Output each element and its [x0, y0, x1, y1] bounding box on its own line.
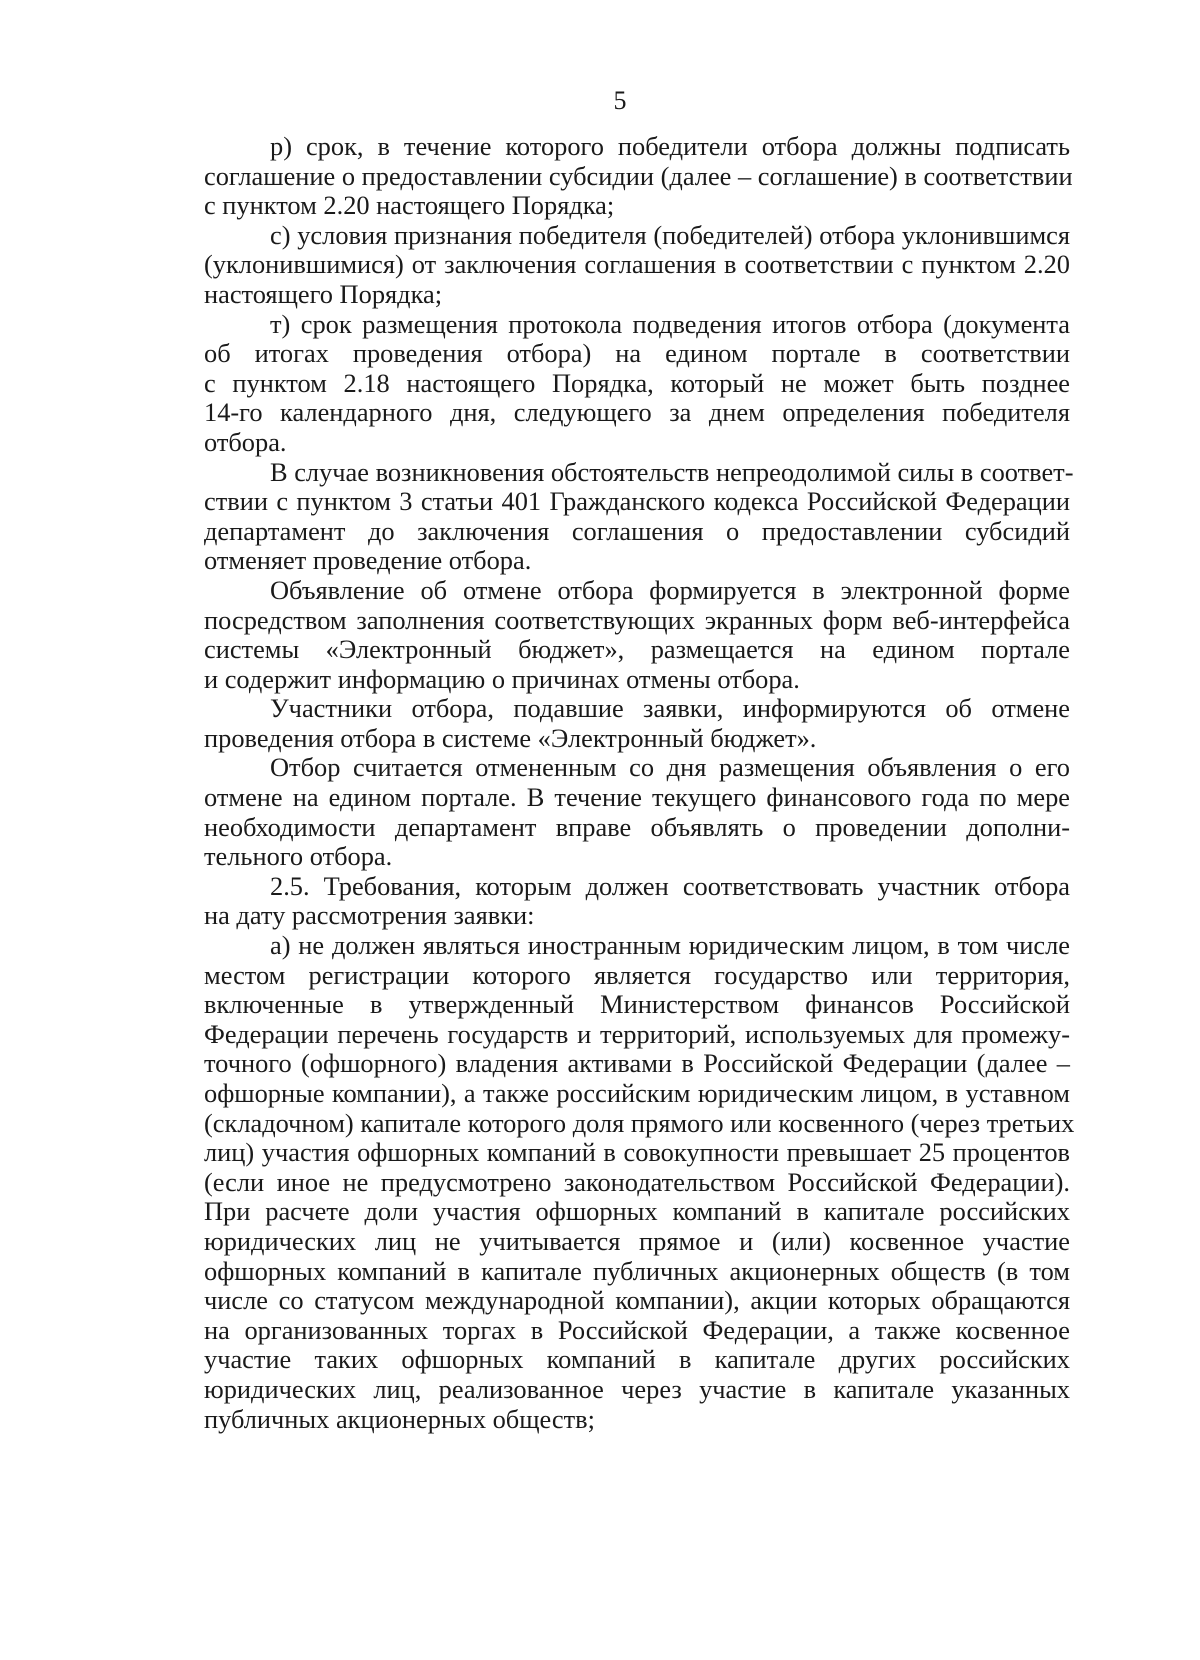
text-line: необходимости департамент вправе объявлять о проведении дополни-: [204, 811, 1070, 842]
text-line: посредством заполнения соответствующих экранных форм веб-интерфейса: [204, 604, 1070, 635]
text-line: публичных акционерных обществ;: [204, 1403, 595, 1434]
text-line: соглашение о предоставлении субсидии (далее – соглашение) в соответствии: [204, 160, 1073, 191]
page-number: 5: [613, 86, 627, 115]
text-line: а) не должен являться иностранным юридическим лицом, в том числе: [270, 930, 1070, 961]
text-line: Участники отбора, подавшие заявки, информируются об отмене: [270, 693, 1070, 724]
text-line: местом регистрации которого является государство или территория,: [204, 959, 1070, 990]
text-line: на дату рассмотрения заявки:: [204, 900, 535, 931]
text-line: участие таких офшорных компаний в капитале других российских: [204, 1344, 1070, 1375]
text-line: департамент до заключения соглашения о предоставлении субсидий: [204, 515, 1070, 546]
text-line: При расчете доли участия офшорных компаний в капитале российских: [204, 1196, 1070, 1227]
text-line: проведения отбора в системе «Электронный бюджет».: [204, 722, 817, 753]
text-line: юридических лиц не учитывается прямое и (или) косвенное участие: [204, 1225, 1070, 1256]
text-line: В случае возникновения обстоятельств непреодолимой силы в соответ-: [270, 456, 1074, 487]
text-line: 2.5. Требования, которым должен соответствовать участник отбора: [270, 870, 1070, 901]
text-line: тельного отбора.: [204, 841, 393, 872]
text-line: офшорные компании), а также российским юридическим лицом, в уставном: [204, 1078, 1070, 1108]
text-line: т) срок размещения протокола подведения итогов отбора (документа: [270, 308, 1070, 339]
text-line: отбора.: [204, 426, 287, 457]
text-line: с пунктом 2.18 настоящего Порядка, который не может быть позднее: [204, 367, 1070, 398]
text-line: отменяет проведение отбора.: [204, 545, 532, 576]
text-line: р) срок, в течение которого победители отбора должны подписать: [270, 131, 1070, 161]
text-line: отмене на едином портале. В течение текущего финансового года по мере: [204, 782, 1070, 813]
text-line: 14-го календарного дня, следующего за днем определения победителя: [204, 397, 1070, 428]
text-line: Объявление об отмене отбора формируется в электронной форме: [270, 574, 1070, 605]
text-line: юридических лиц, реализованное через участие в капитале указанных: [204, 1373, 1070, 1404]
text-line: точного (офшорного) владения активами в Российской Федерации (далее –: [204, 1048, 1070, 1079]
text-line: об итогах проведения отбора) на едином портале в соответствии: [204, 338, 1070, 369]
text-line: офшорных компаний в капитале публичных акционерных обществ (в том: [204, 1255, 1070, 1286]
text-line: с) условия признания победителя (победителей) отбора уклонившимся: [270, 219, 1070, 250]
text-line: настоящего Порядка;: [204, 278, 443, 309]
text-line: лиц) участия офшорных компаний в совокупности превышает 25 процентов: [204, 1137, 1070, 1168]
text-line: системы «Электронный бюджет», размещается на едином портале: [204, 634, 1070, 665]
text-line: (если иное не предусмотрено законодательством Российской Федерации).: [204, 1166, 1070, 1197]
text-line: на организованных торгах в Российской Федерации, а также косвенное: [204, 1314, 1070, 1345]
text-line: включенные в утвержденный Министерством финансов Российской: [204, 989, 1070, 1020]
text-line: ствии с пунктом 3 статьи 401 Гражданского кодекса Российской Федерации: [204, 486, 1070, 517]
text-line: с пунктом 2.20 настоящего Порядка;: [204, 190, 615, 221]
text-line: числе со статусом международной компании), акции которых обращаются: [204, 1285, 1070, 1316]
document-body: [204, 131, 1075, 1434]
text-line: Отбор считается отмененным со дня размещения объявления о его: [270, 752, 1070, 783]
text-line: (складочном) капитале которого доля прямого или косвенного (через третьих: [204, 1107, 1075, 1138]
text-line: (уклонившимися) от заключения соглашения в соответствии с пунктом 2.20: [204, 249, 1070, 280]
text-line: Федерации перечень государств и территорий, используемых для промежу-: [204, 1018, 1070, 1049]
text-line: и содержит информацию о причинах отмены отбора.: [204, 663, 800, 694]
